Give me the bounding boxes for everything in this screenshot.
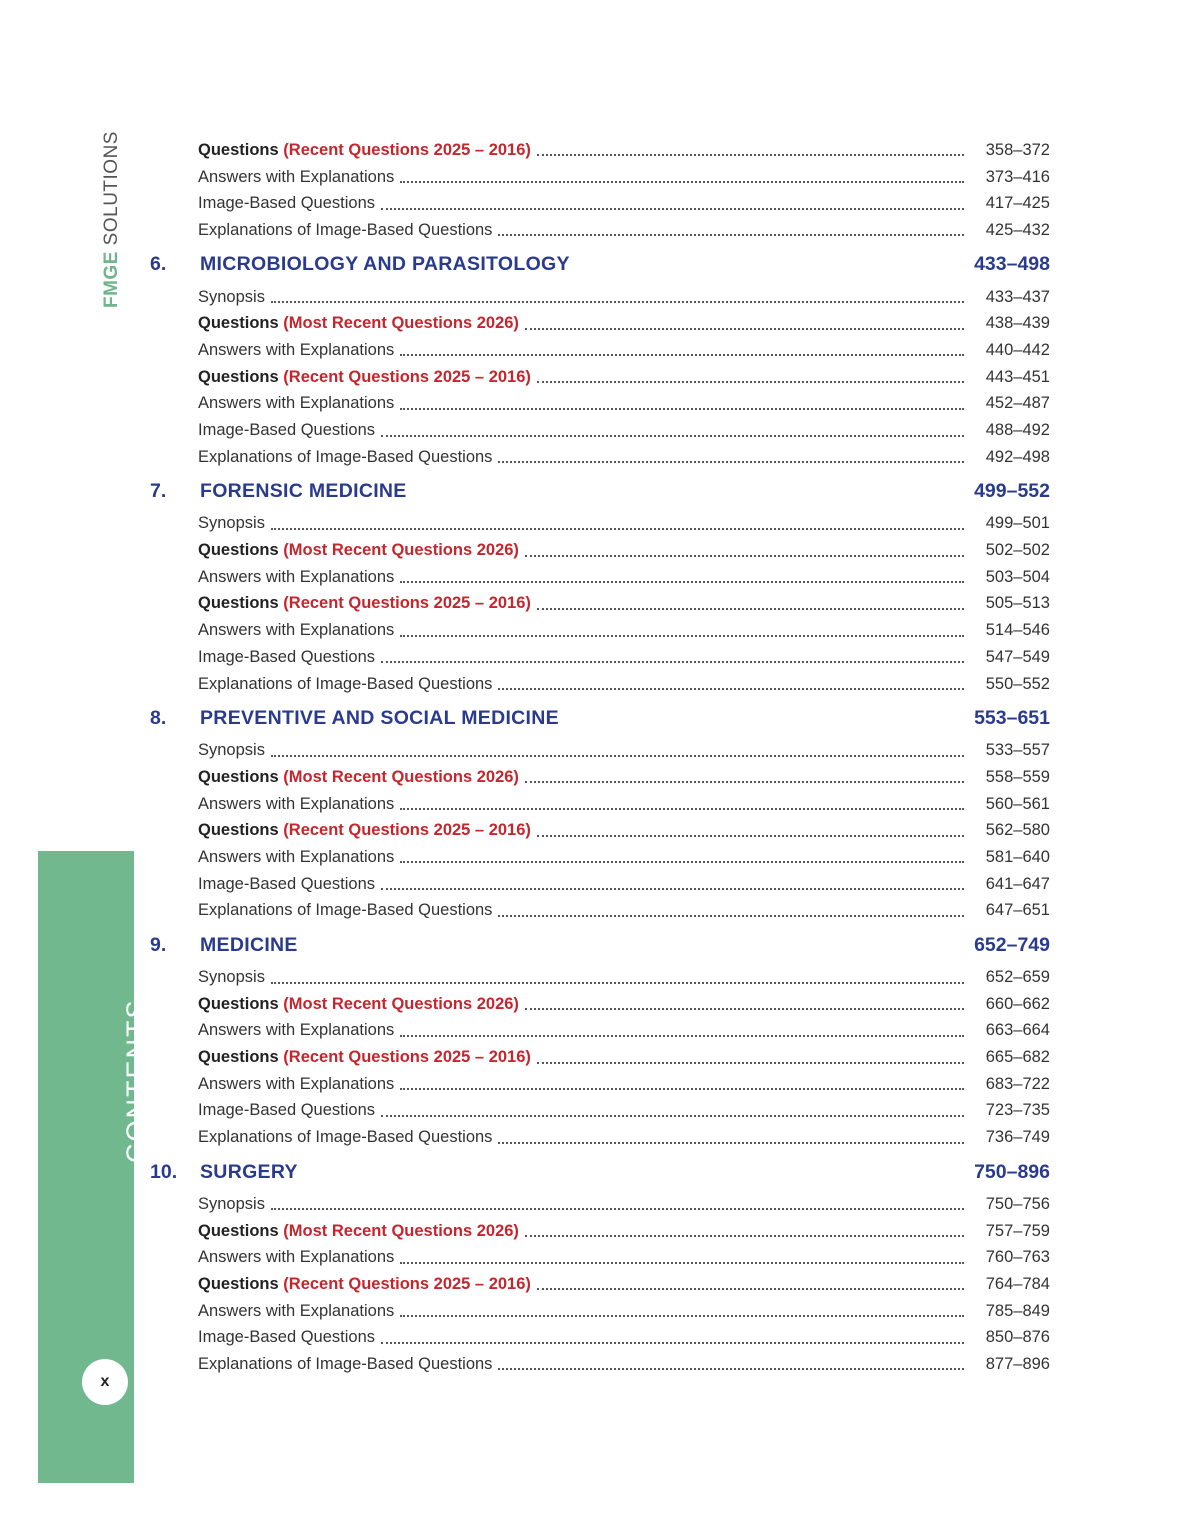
entry-page-range: 562–580: [985, 821, 1050, 840]
toc-entry-label: [198, 1275, 537, 1294]
dot-leader: [400, 1315, 964, 1317]
chapter-title: SURGERY: [200, 1160, 298, 1183]
entry-highlight-text: (Most Recent Questions 2026): [283, 767, 519, 786]
toc-entry[interactable]: [198, 1191, 1050, 1218]
toc-entry-label: [198, 1075, 400, 1094]
toc-entry-label: [198, 314, 525, 333]
entry-page-range: 723–735: [985, 1101, 1050, 1120]
dot-leader: [400, 1088, 964, 1090]
toc-entry-label: [198, 168, 400, 187]
toc-entry-label: [198, 1248, 400, 1267]
toc-entry[interactable]: [198, 391, 1050, 418]
entry-page-range: 514–546: [985, 621, 1050, 640]
toc-entry-label: [198, 421, 381, 440]
toc-entry-label: [198, 341, 400, 360]
entry-page-range: 373–416: [985, 167, 1050, 186]
entry-page-range: 581–640: [985, 847, 1050, 866]
entry-plain-text: Image-Based Questions: [198, 874, 376, 893]
chapter-page-range: 433–498: [974, 253, 1050, 276]
entry-highlight-text: (Recent Questions 2025 – 2016): [283, 594, 531, 613]
entry-plain-text: Answers with Explanations: [198, 340, 395, 359]
entry-plain-text: Image-Based Questions: [198, 421, 376, 440]
table-of-contents: [150, 137, 1052, 1378]
entry-plain-text: Image-Based Questions: [198, 194, 376, 213]
dot-leader: [381, 208, 964, 210]
toc-entry-label: [198, 741, 271, 760]
dot-leader: [271, 1208, 964, 1210]
entry-plain-text: Synopsis: [198, 514, 265, 533]
entry-page-range: 760–763: [985, 1248, 1050, 1267]
dot-leader: [271, 528, 964, 530]
chapter-heading[interactable]: [150, 701, 1050, 735]
entry-plain-text: Synopsis: [198, 741, 265, 760]
entry-plain-text: Explanations of Image-Based Questions: [198, 1128, 493, 1147]
toc-entry-label: [198, 848, 400, 867]
entry-highlight-text: (Recent Questions 2025 – 2016): [283, 821, 531, 840]
dot-leader: [498, 1142, 964, 1144]
book-title-rest: SOLUTIONS: [101, 131, 122, 252]
dot-leader: [537, 608, 964, 610]
toc-entry-label: [198, 594, 537, 613]
entry-plain-text: Explanations of Image-Based Questions: [198, 220, 493, 239]
entry-plain-text: Explanations of Image-Based Questions: [198, 1354, 493, 1373]
toc-entry-label: [198, 1021, 400, 1040]
entry-plain-text: Answers with Explanations: [198, 567, 395, 586]
entry-page-range: 503–504: [985, 567, 1050, 586]
entry-page-range: 757–759: [985, 1221, 1050, 1240]
entry-page-range: 850–876: [985, 1328, 1050, 1347]
dot-leader: [381, 661, 964, 663]
toc-entry[interactable]: [198, 164, 1050, 191]
entry-page-range: 641–647: [985, 874, 1050, 893]
entry-page-range: 660–662: [985, 994, 1050, 1013]
toc-entry-label: [198, 901, 498, 920]
dot-leader: [498, 688, 964, 690]
toc-entry[interactable]: [198, 964, 1050, 991]
toc-entry[interactable]: [198, 617, 1050, 644]
chapter-page-range: 499–552: [974, 480, 1050, 503]
dot-leader: [381, 435, 964, 437]
entry-plain-text: Image-Based Questions: [198, 647, 376, 666]
entry-bold-text: Questions: [198, 140, 279, 159]
toc-entry[interactable]: [198, 284, 1050, 311]
toc-entry[interactable]: [198, 737, 1050, 764]
chapter-number: 6.: [150, 253, 167, 276]
book-title-brand: FMGE: [101, 251, 122, 308]
entry-bold-text: Questions: [198, 367, 279, 386]
dot-leader: [537, 381, 964, 383]
chapter-title: MEDICINE: [200, 933, 298, 956]
chapter-page-range: 652–749: [974, 933, 1050, 956]
entry-page-range: 647–651: [985, 901, 1050, 920]
entry-plain-text: Answers with Explanations: [198, 1074, 395, 1093]
toc-entry-label: [198, 675, 498, 694]
toc-entry[interactable]: [198, 991, 1050, 1018]
entry-page-range: 663–664: [985, 1021, 1050, 1040]
toc-entry-label: [198, 1048, 537, 1067]
toc-entry[interactable]: [198, 537, 1050, 564]
entry-page-range: 550–552: [985, 674, 1050, 693]
toc-entry-label: [198, 568, 400, 587]
toc-entry-label: [198, 768, 525, 787]
toc-entry[interactable]: [198, 444, 1050, 471]
toc-entry[interactable]: [198, 1298, 1050, 1325]
entry-page-range: 547–549: [985, 647, 1050, 666]
dot-leader: [537, 1062, 964, 1064]
toc-entry-label: [198, 795, 400, 814]
toc-entry[interactable]: [198, 1098, 1050, 1125]
dot-leader: [537, 835, 964, 837]
dot-leader: [381, 1115, 964, 1117]
entry-page-range: 505–513: [985, 594, 1050, 613]
dot-leader: [400, 408, 964, 410]
toc-entry[interactable]: [198, 337, 1050, 364]
toc-entry-label: [198, 968, 271, 987]
toc-entry-label: [198, 1355, 498, 1374]
entry-plain-text: Synopsis: [198, 1194, 265, 1213]
entry-bold-text: Questions: [198, 821, 279, 840]
chapter-heading[interactable]: [150, 928, 1050, 962]
entry-page-range: 785–849: [985, 1301, 1050, 1320]
entry-plain-text: Image-Based Questions: [198, 1328, 376, 1347]
dot-leader: [400, 354, 964, 356]
entry-page-range: 425–432: [985, 220, 1050, 239]
toc-entry-label: [198, 394, 400, 413]
entry-highlight-text: (Most Recent Questions 2026): [283, 1221, 519, 1240]
toc-entry[interactable]: [198, 898, 1050, 925]
entry-bold-text: Questions: [198, 1274, 279, 1293]
entry-page-range: 558–559: [985, 767, 1050, 786]
chapter-title: MICROBIOLOGY AND PARASITOLOGY: [200, 253, 570, 276]
chapter-number: 7.: [150, 480, 167, 503]
toc-entry-label: [198, 621, 400, 640]
entry-plain-text: Answers with Explanations: [198, 167, 395, 186]
toc-entry-label: [198, 1195, 271, 1214]
entry-page-range: 488–492: [985, 421, 1050, 440]
toc-entry[interactable]: [198, 1244, 1050, 1271]
toc-entry[interactable]: [198, 1271, 1050, 1298]
dot-leader: [271, 982, 964, 984]
toc-entry-label: [198, 1128, 498, 1147]
toc-entry-label: [198, 1328, 381, 1347]
page-number: x: [82, 1359, 128, 1405]
entry-page-range: 499–501: [985, 514, 1050, 533]
dot-leader: [400, 1262, 964, 1264]
dot-leader: [381, 1342, 964, 1344]
entry-page-range: 877–896: [985, 1354, 1050, 1373]
entry-plain-text: Answers with Explanations: [198, 621, 395, 640]
chapter-heading[interactable]: [150, 248, 1050, 282]
entry-plain-text: Synopsis: [198, 968, 265, 987]
entry-plain-text: Image-Based Questions: [198, 1101, 376, 1120]
entry-highlight-text: (Recent Questions 2025 – 2016): [283, 1274, 531, 1293]
chapter-number: 10.: [150, 1160, 178, 1183]
entry-highlight-text: (Most Recent Questions 2026): [283, 994, 519, 1013]
dot-leader: [381, 888, 964, 890]
chapter-heading[interactable]: [150, 475, 1050, 509]
entry-page-range: 750–756: [985, 1194, 1050, 1213]
dot-leader: [498, 915, 964, 917]
entry-highlight-text: (Recent Questions 2025 – 2016): [283, 367, 531, 386]
toc-entry-label: [198, 821, 537, 840]
dot-leader: [400, 808, 964, 810]
entry-page-range: 764–784: [985, 1274, 1050, 1293]
entry-plain-text: Answers with Explanations: [198, 394, 395, 413]
toc-entry[interactable]: [198, 1218, 1050, 1245]
entry-plain-text: Answers with Explanations: [198, 794, 395, 813]
toc-entry-label: [198, 1222, 525, 1241]
entry-plain-text: Explanations of Image-Based Questions: [198, 447, 493, 466]
entry-plain-text: Answers with Explanations: [198, 1301, 395, 1320]
toc-entry[interactable]: [198, 217, 1050, 244]
toc-entry[interactable]: [198, 1071, 1050, 1098]
entry-highlight-text: (Recent Questions 2025 – 2016): [283, 1048, 531, 1067]
toc-entry-label: [198, 288, 271, 307]
entry-page-range: 502–502: [985, 541, 1050, 560]
dot-leader: [537, 154, 964, 156]
entry-bold-text: Questions: [198, 1221, 279, 1240]
entry-page-range: 652–659: [985, 968, 1050, 987]
toc-entry[interactable]: [198, 1124, 1050, 1151]
entry-bold-text: Questions: [198, 314, 279, 333]
entry-bold-text: Questions: [198, 767, 279, 786]
entry-plain-text: Explanations of Image-Based Questions: [198, 674, 493, 693]
contents-label: CONTENTS: [121, 998, 151, 1163]
toc-entry[interactable]: [198, 591, 1050, 618]
toc-entry-label: [198, 875, 381, 894]
dot-leader: [400, 861, 964, 863]
entry-page-range: 665–682: [985, 1048, 1050, 1067]
chapter-heading[interactable]: [150, 1155, 1050, 1189]
entry-page-range: 443–451: [985, 367, 1050, 386]
toc-entry[interactable]: [198, 1044, 1050, 1071]
dot-leader: [525, 781, 964, 783]
toc-entry[interactable]: [198, 1324, 1050, 1351]
toc-entry-label: [198, 541, 525, 560]
toc-entry[interactable]: [198, 1018, 1050, 1045]
toc-entry[interactable]: [198, 310, 1050, 337]
entry-bold-text: Questions: [198, 994, 279, 1013]
dot-leader: [498, 461, 964, 463]
chapter-number: 9.: [150, 933, 167, 956]
toc-entry[interactable]: [198, 871, 1050, 898]
toc-entry[interactable]: [198, 644, 1050, 671]
toc-entry[interactable]: [198, 417, 1050, 444]
chapter-title: FORENSIC MEDICINE: [200, 480, 407, 503]
toc-entry[interactable]: [198, 844, 1050, 871]
entry-page-range: 560–561: [985, 794, 1050, 813]
entry-page-range: 683–722: [985, 1074, 1050, 1093]
toc-entry-label: [198, 194, 381, 213]
entry-highlight-text: (Recent Questions 2025 – 2016): [283, 140, 531, 159]
toc-entry[interactable]: [198, 671, 1050, 698]
toc-entry-label: [198, 221, 498, 240]
toc-entry-label: [198, 448, 498, 467]
entry-page-range: 417–425: [985, 194, 1050, 213]
entry-page-range: 440–442: [985, 340, 1050, 359]
dot-leader: [525, 1235, 964, 1237]
entry-plain-text: Answers with Explanations: [198, 1021, 395, 1040]
dot-leader: [498, 1368, 964, 1370]
toc-entry-label: [198, 368, 537, 387]
chapter-title: PREVENTIVE AND SOCIAL MEDICINE: [200, 706, 559, 729]
dot-leader: [400, 581, 964, 583]
entry-plain-text: Synopsis: [198, 287, 265, 306]
toc-entry[interactable]: [198, 137, 1050, 164]
entry-plain-text: Explanations of Image-Based Questions: [198, 901, 493, 920]
dot-leader: [271, 755, 964, 757]
toc-entry[interactable]: [198, 511, 1050, 538]
entry-highlight-text: (Most Recent Questions 2026): [283, 314, 519, 333]
entry-page-range: 492–498: [985, 447, 1050, 466]
toc-entry-label: [198, 1302, 400, 1321]
entry-highlight-text: (Most Recent Questions 2026): [283, 541, 519, 560]
dot-leader: [400, 635, 964, 637]
entry-page-range: 533–557: [985, 741, 1050, 760]
entry-plain-text: Answers with Explanations: [198, 847, 395, 866]
dot-leader: [400, 181, 964, 183]
entry-bold-text: Questions: [198, 1048, 279, 1067]
toc-entry-label: [198, 1101, 381, 1120]
chapter-page-range: 553–651: [974, 706, 1050, 729]
toc-entry[interactable]: [198, 764, 1050, 791]
dot-leader: [498, 234, 964, 236]
entry-bold-text: Questions: [198, 594, 279, 613]
toc-entry[interactable]: [198, 190, 1050, 217]
dot-leader: [271, 301, 964, 303]
toc-entry[interactable]: [198, 364, 1050, 391]
entry-plain-text: Answers with Explanations: [198, 1248, 395, 1267]
toc-entry-label: [198, 141, 537, 160]
dot-leader: [400, 1035, 964, 1037]
dot-leader: [525, 555, 964, 557]
toc-entry[interactable]: [198, 1351, 1050, 1378]
entry-page-range: 433–437: [985, 287, 1050, 306]
entry-page-range: 452–487: [985, 394, 1050, 413]
dot-leader: [537, 1288, 964, 1290]
toc-entry-label: [198, 995, 525, 1014]
entry-page-range: 438–439: [985, 314, 1050, 333]
toc-entry[interactable]: [198, 791, 1050, 818]
entry-page-range: 736–749: [985, 1128, 1050, 1147]
toc-entry-label: [198, 648, 381, 667]
chapter-page-range: 750–896: [974, 1160, 1050, 1183]
toc-entry[interactable]: [198, 564, 1050, 591]
dot-leader: [525, 1008, 964, 1010]
toc-entry-label: [198, 514, 271, 533]
dot-leader: [525, 328, 964, 330]
toc-entry[interactable]: [198, 817, 1050, 844]
entry-bold-text: Questions: [198, 541, 279, 560]
chapter-number: 8.: [150, 706, 167, 729]
entry-page-range: 358–372: [985, 140, 1050, 159]
